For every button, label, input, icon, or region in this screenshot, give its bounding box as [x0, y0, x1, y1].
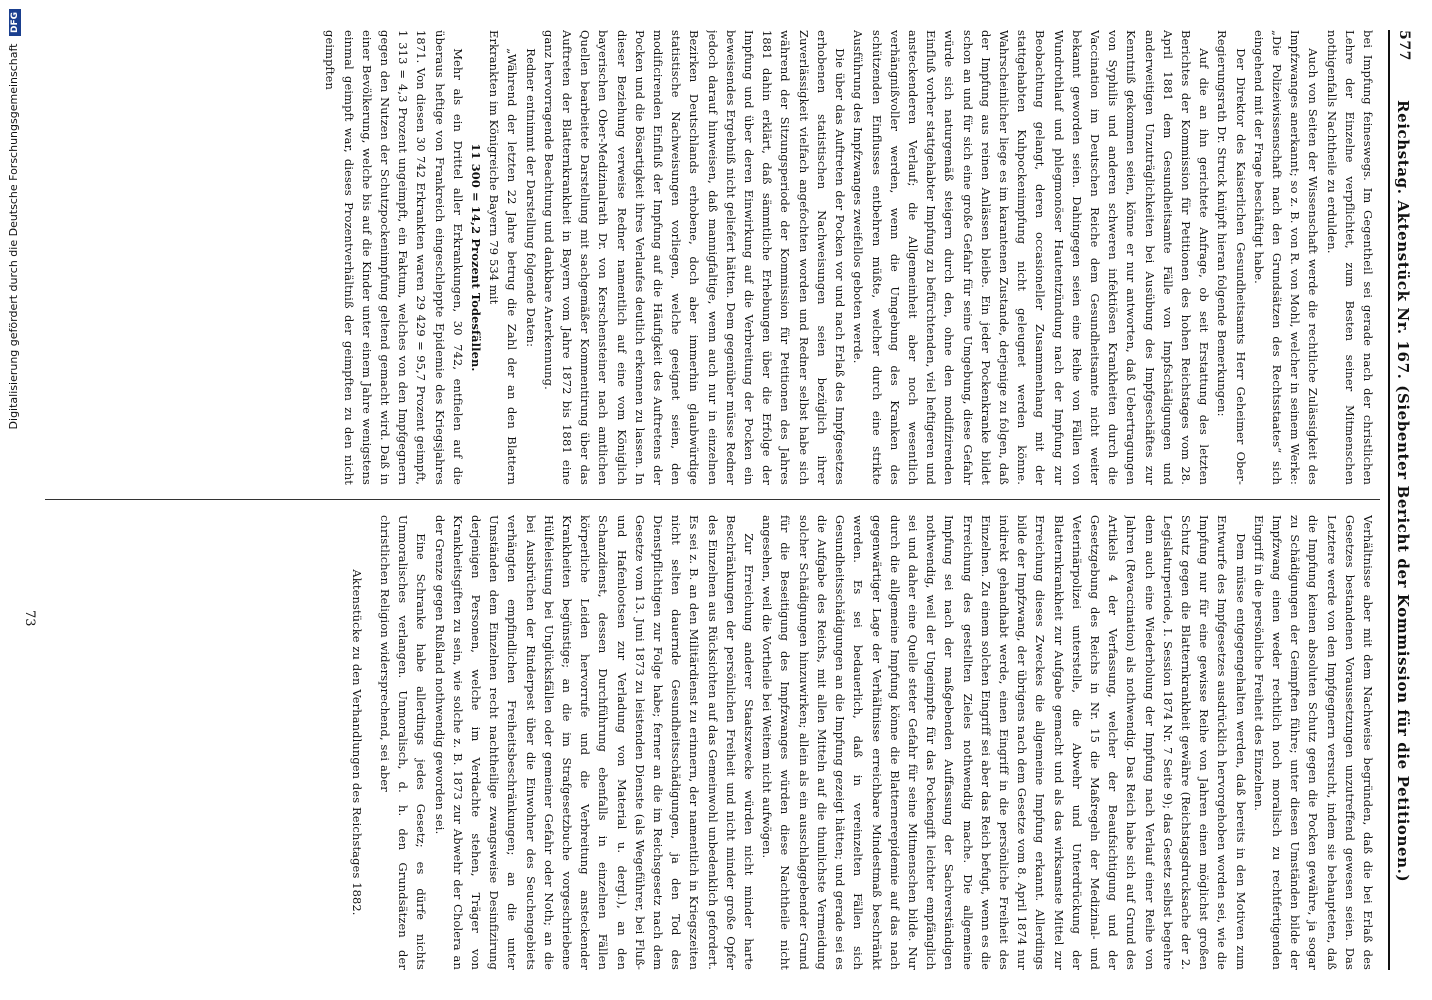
running-title: Reichstag. Aktenstück Nr. 167. (Siebenter Bericht der Kommission für die Petitionen.) — [1394, 100, 1412, 883]
paragraph: Auch von Seiten der Wissenschaft werde die rechtliche Zulässigkeit des Impfzwanges anerkannt; so z. B. von R. von Mohl, welcher in seinem Werke: „Die Polizeiwissenschaft nach den Grundsätzen des Rechtsstaates“ sich eingehend mit der Frage beschäftigt habe. — [1251, 30, 1321, 485]
paragraph: Dem müsse entgegengehalten werden, daß bereits in den Motiven zum Entwurfe des Impfgesetzes ausdrücklich hervorgehoben worden sei, wie die Impfung nur für eine gewisse Reihe von Jahren einen möglichst großen Schutz gegen die Blatternkrankheit gewähre (Reichstagsdrucksache der 2. Legislaturperiode, I. Session 1874 Nr. 7 Seite 9); das Gesetz selbst begehre denn auch eine Wiederholung der Impfung nach Verlauf einer Reihe von Jahren (Revaccination) als nothwendig. Das Reich habe sich auf Grund des Artikels 4 der Verfassung, welcher der Beaufsichtigung und der Gesetzgebung des Reichs in Nr. 15 die Maßregeln der Medizinal- und Veterinärpolizei unterstelle, die Abwehr und Unterdrückung der Blatternkrankheit zur Aufgabe gemacht und als das wirksamste Mittel zur Erreichung dieses Zweckes die allgemeine Impfung erkannt. Allerdings bilde der Impfzwang, der übrigens nach dem Gesetze vom 8. April 1874 nur indirekt gehandhabt werde, einen Eingriff in die persönliche Freiheit des Einzelnen. Zu einem solchen Eingriff sei aber das Reich befugt, wenn es die Erreichung des gestellten Zieles nothwendig mache. Die allgemeine Impfung sei nach der maßgebenden Auffassung der Sachverständigen nothwendig, weil der Ungeimpfte für das Pockengift leichter empfänglich sei und daher eine Quelle steter Gefahr für seine Mitmenschen bilde. Nur durch die allgemeine Impfung könne die Blatternerepidemie auf das nach gegenwärtiger Lage der Verhältnisse erreichbare Mindestmaß beschränkt werden. Es sei bedauerlich, daß in vereinzelten Fällen sich Gesundheitsschädigungen an die Impfung gezeigt hätten; und gerade sei es die Aufgabe des Reichs, mit allen Mitteln auf die thunlichste Vermeidung solcher Schädigungen hinzuwirken; allein als ein ausschlaggebender Grund für die Beseitigung des Impfzwanges würden diese Nachtheile nicht angesehen, weil die Vortheile bei Weitem nicht aufwögen. — [760, 515, 1248, 970]
paragraph: Die über das Auftreten der Pocken vor und nach Erlaß des Impfgesetzes erhobenen statistischen Nachweisungen seien bezüglich ihrer Zuverlässigkeit vielfach angefochten worden und Redner selbst habe sich während der Sitzungsperiode der Kommission für Petitionen des Jahres 1881 dahin erklärt, daß sämmtliche Erhebungen über die Erfolge der Impfung und über deren Einwirkung auf die Verbreitung der Pocken ein beweisendes Ergebniß nicht geliefert hätten. Dem gegenüber müsse Redner jedoch darauf hinweisen, daß mannigfaltige, wenn auch nur in einzelnen Bezirken Deutschlands erhobene, doch aber immerhin glaubwürdige statistische Nachweisungen vorliegen, welche geeignet seien, den modificirenden Einfluß der Impfung auf die Häufigkeit des Auftretens der Pocken und die Bösartigkeit ihres Verlaufes deutlich erkennen zu lassen. In dieser Beziehung verweise Redner namentlich auf eine vom Königlich bayerischen Ober-Medizinalrath Dr. von Kerschensteiner nach amtlichen Quellen bearbeitete Darstellung mit sachgemäßer Kommentirung über das Auftreten der Blatternkrankheit in Bayern vom Jahre 1872 bis 1881 eine ganz hervorragende Beachtung und dankbare Anerkennung. — [541, 30, 848, 485]
left-column — [47, 30, 1377, 485]
credit-text: Digitalisierung gefördert durch die Deutsche Forschungsgemeinschaft — [7, 43, 20, 430]
page-mark: 73 — [22, 610, 37, 627]
paragraph: bei Impfung feineswegs. Im Gegentheil sei gerade nach der christlichen Lehre der Einzelne verpflichtet, zum Besten seiner Mitmenschen nothigenfalls Nachtheile zu erdulden. — [1324, 30, 1375, 485]
paragraph: Zur Erreichung anderer Staatszwecke würden nicht minder harte Beschränkungen der persönlichen Freiheit und nicht minder große Opfer des Einzelnen aus Rücksichten auf das Gemeinwohl unbedenklich gefordert. Es sei z. B. an den Militärdienst zu erinnern, der namentlich in Kriegszeiten nicht selten dauernde Gesundheitsschädigungen, ja den Tod des Dienstpflichtigen zur Folge habe; ferner an die im Reichsgesetz nach dem Gesetze vom 13. Juni 1873 zu leistenden Dienste (als Wegeführer, bei Fluß- und Hafenlootsen zur Verladung von Material u. dergl.), an den Schanzdienst, dessen Durchführung ebenfalls in einzelnen Fällen körperliche Leiden hervorrufe und die Verbreitung ansteckender Krankheiten begünstige; an die im Strafgesetzbuche vorgeschriebene Hülfeleistung bei Unglücksfällen oder gemeiner Gefahr oder Noth; an die bei Ausbrüchen der Rinderpest über die Einwohner des Seuchengebiets verhängten empfindlichen Freiheitsbeschränkungen; an die unter Umständen dem Einzelnen recht nachtheilige zwangsweise Desinfizirung derjenigen Personen, welche im Verdachte stehen, Träger von Krankheitsgiften zu sein, wie solche z. B. 1873 zur Abwehr der Cholera an der Grenze gegen Rußland nothwendig geworden sei. — [432, 515, 757, 970]
paragraph: Aktenstücke zu den Verhandlungen des Reichstages 1882. — [349, 569, 364, 916]
paragraph: „Während der letzten 22 Jahre betrug die Zahl der an den Blattern Erkrankten im Königreiche Bayern 79 534 mit — [487, 30, 520, 485]
dfg-logo: DFG — [9, 9, 21, 36]
paragraph: Eine Schranke habe allerdings jedes Gesetz; es dürfe nichts Unmoralisches verlangen. Unmoralisch, d. h. den Grundsätzen der christlichen Religion widersprechend, sei aber — [378, 515, 429, 970]
header-rule — [1388, 30, 1390, 970]
page-header — [1388, 30, 1418, 970]
paragraph: 11 300 = 14,2 Prozent Todesfällen. — [469, 143, 484, 372]
column-divider — [45, 499, 1380, 500]
paragraph: Mehr als ein Drittel aller Erkrankungen, 30 742, entfielen auf die überaus heftige von Frankreich eingeschleppte Epidemie des Kriegsjahres 1871. Von diesen 30 742 Erkrankten waren 29 429 = 95,7 Prozent geimpft, 1 313 = 4,3 Prozent ungeimpft, ein Faktum, welches von den Impfgegnern gegen den Nutzen der Schutzpockenimpfung geltend gemacht wird. Daß in einer Bevölkerung, welche bis auf die Kinder unter einem Jahre wenigstens einmal geimpft war, dieses Prozentverhältniß der geimpften zu den nicht geimpften — [323, 30, 465, 485]
digitization-credit — [7, 9, 25, 989]
page-number: 577 — [1396, 30, 1412, 62]
right-column — [47, 515, 1377, 970]
paragraph: Der Direktor des Kaiserlichen Gesundheitsamts Herr Geheimer Ober-Regierungsrath Dr. Struck knüpft hieran folgende Bemerkungen: — [1215, 30, 1248, 485]
paragraph: Auf die an ihn gerichtete Anfrage, ob seit Erstattung des letzten Berichtes der Kommission für Petitionen des hohen Reichstages vom 28. April 1881 dem Gesundheitsamte Fälle von Impfschädigungen und anderweitigen Unzuträglichkeiten bei Ausübung des Impfgeschäftes zur Kenntniß gekommen seien, könne er nur antworten, daß Uebertragungen von Syphilis und anderen schweren infektiösen Krankheiten durch die Vaccination im Deutschen Reiche dem Gesundheitsamte nicht weiter bekannt geworden seien. Dahingegen seien eine Reihe von Fällen von Wundrothlauf und phlegmonöser Hautentzündung nach der Impfung zur Beobachtung gelangt, deren occasioneller Zusammenhang mit der stattgehabten Kuhpockenimpfung nicht geleugnet werden könne. Wahrscheinlicher liege es im karantenen Zustande, derjenige zu folgen, daß der Impfung aus reinen Anlässen bleibe. Ein jeder Pockenkranke bildet schon an und für sich eine große Gefahr für seine Umgebung, diese Gefahr würde sich naturgemäß steigern durch den, ohne den modifizirenden Einfluß vorher stattgehabter Impfung zu befürchtenden, viel heftigeren und ansteckenderen Verlauf; die Allgemeinheit aber noch wesentlich verhängnißvoller werden, wenn die Umgebung des Kranken des schützenden Einflusses entbehren müßte, welcher durch eine strikte Ausführung des Impfzwanges zweifellos geboten werde. — [851, 30, 1212, 485]
paragraph: Verhältnisse aber mit dem Nachweise begründen, daß die bei Erlaß des Gesetzes bestandenen Voraussetzungen unzutreffend gewesen seien. Das Letztere werde von den Impfgegnern versucht, indem sie behaupteten, daß die Impfung keinen absoluten Schutz gegen die Pocken gewähre, ja sogar zu Schädigungen der Geimpften führe; unter diesen Umständen bilde der Impfzwang einen weder rechtlich noch moralisch zu rechtfertigenden Eingriff in die persönliche Freiheit des Einzelnen. — [1251, 515, 1375, 970]
paragraph: Redner entnimmt der Darstellung folgende Daten: — [523, 48, 538, 348]
digitization-sidebar — [6, 0, 26, 1000]
